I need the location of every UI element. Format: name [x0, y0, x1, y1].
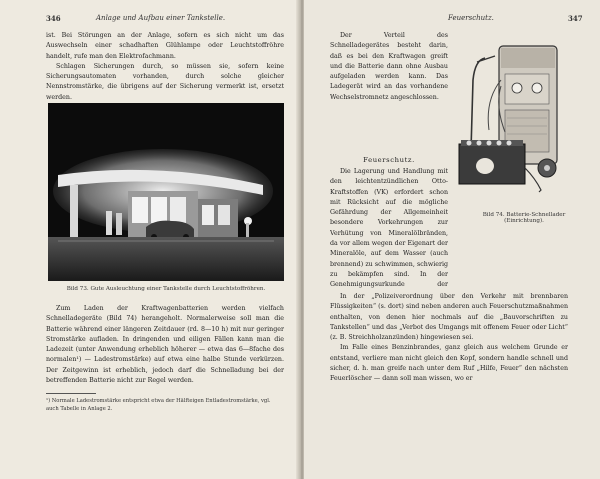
battery-charger-illustration	[455, 40, 570, 210]
right-section-paragraph-2: In der „Polizeiverordnung über den Verkehr mit brennbaren Flüssigkeiten“ (s. dort) sind neben anderen auch Feuerschutzmaßnahmen enthalten, von denen hier nochmals auf die „Bauvorschriften zu Tankstellen“ und das „Verbot des Umgangs mit offenem Feuer oder Licht“ (z. B. Streichholzanzünden) hingewiesen sei.	[330, 293, 568, 342]
right-section-paragraph-3: Im Falle eines Benzinbrandes, ganz gleich aus welchem Grunde er entstand, verliere man nicht gleich den Kopf, sondern handle schnell und sicher, d. h. man greife nach unter dem Ruf „Hilfe, Feuer“ den nächsten Feuerlöscher — dann soll man wissen, wo er	[330, 344, 568, 383]
right-section-paragraph: Die Lagerung und Handlung mit den leichtentzündlichen Otto-Kraftstoffen (VK) erfordert schon mit Rücksicht auf die mögliche Gefährdung der Allgemeinheit besondere Vorkehrungen zur Verhütung von Mineralölbränden, da vor allem wegen der Eigenart der Mineralöle, auf dem Wasser (auch brennend) zu schwimmen, schwierig zu bekämpfen sind. In der Genehmigungsurkunde der	[330, 168, 448, 289]
left-top-text	[46, 31, 284, 103]
left-bottom-paragraph: Zum Laden der Kraftwagenbatterien werden vielfach Schnelladegeräte (Bild 74) herangeholt. Normalerweise soll man die Batterie während einer längeren Zeitdauer (rd. 8—10 h) mit nur geringer Stromstärke aufladen. In dringenden und eiligen Fällen kann man die Ladezeit (unter Anwendung erheblich höherer — etwa das 6—8fache des normalen¹) — Ladestromstärke) auf etwa eine halbe Stunde verkürzen. Der Zeitgewinn ist erheblich, jedoch darf die Schnelladung bei der betreffenden Batterie nicht zur Regel werden.	[46, 305, 284, 385]
right-head-title: Feuerschutz.	[448, 14, 494, 22]
right-page-number: 347	[568, 14, 583, 23]
right-intro-text	[330, 31, 448, 103]
gas-station-night-image	[48, 103, 284, 281]
right-intro-paragraph: Der Verteil des Schnelladegerätes besteht darin, daß es bei den Kraftwagen greift und die Batterie dann ohne Ausbau aufgeladen werden kann. Das Ladegerät wird an das vorhandene Wechselstromnetz angeschlossen.	[330, 32, 448, 101]
left-head-title: Anlage und Aufbau einer Tankstelle.	[96, 14, 226, 22]
section-heading: Feuerschutz.	[363, 156, 415, 164]
left-top-paragraph: ist. Bei Störungen an der Anlage, sofern es sich nicht um das Auswechseln einer schadhaften Glühlampe oder Leuchtstoffröhre handelt, rufe man den Elektrofachmann.	[46, 32, 284, 60]
left-page-number: 346	[46, 14, 61, 23]
right-figure-caption: Bild 74. Batterie-Schnellader (Einrichtung).	[482, 212, 566, 224]
left-bottom-text	[46, 304, 284, 386]
battery-charger-drawing	[455, 40, 570, 210]
left-footnote: ¹) Normale Ladestromstärke entspricht etwa der Hälfteigen Entladestromstärke, vgl. auch Tabelle in Anlage 2.	[46, 398, 271, 412]
left-running-head	[46, 14, 282, 23]
gas-station-photo	[48, 103, 284, 281]
left-figure-caption: Bild 73. Gute Ausleuchtung einer Tankstelle durch Leuchtstoffröhren.	[66, 286, 266, 292]
footnote-rule	[46, 393, 96, 394]
left-top-paragraph-2: Schlagen Sicherungen durch, so müssen sie, sofern keine Sicherungsautomaten vorhanden, durch solche gleicher Nennstromstärke, die übrigens auf der Sicherung vermerkt ist, ersetzt werden.	[46, 62, 284, 101]
right-section-full	[330, 292, 568, 440]
right-section-column	[330, 167, 448, 292]
